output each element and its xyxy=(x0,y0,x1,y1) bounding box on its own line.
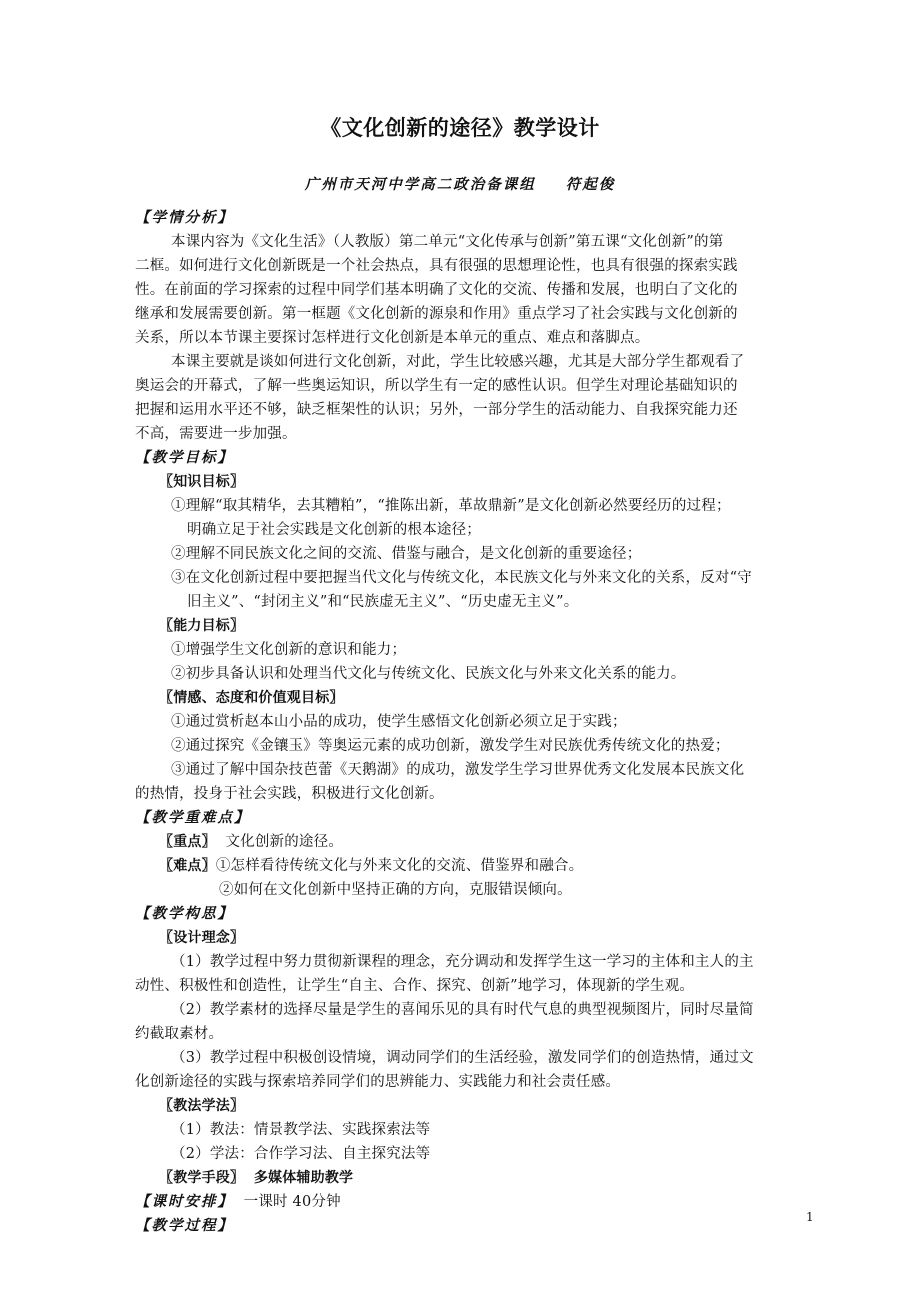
paragraph-line: 动性、积极性和创造性，让学生“自主、合作、探究、创新”地学习，体现新的学生观。 xyxy=(135,978,695,994)
paragraph-line: （1）教学过程中努力贯彻新课程的理念，充分调动和发挥学生这一学习的主体和主人的主 xyxy=(171,954,754,970)
list-item: ①通过赏析赵本山小品的成功，使学生感悟文化创新必须立足于实践； xyxy=(171,714,627,730)
page-number: 1 xyxy=(806,1210,814,1224)
schedule-line xyxy=(135,1192,341,1212)
hard-item: ①怎样看待传统文化与外来文化的交流、借鉴界和融合。 xyxy=(215,858,584,874)
section-heading-analysis: 【学情分析】 xyxy=(135,209,234,226)
tools-line xyxy=(159,1168,353,1188)
key-label: 〖重点〗 xyxy=(159,834,216,850)
paragraph-line: 二框。如何进行文化创新既是一个社会热点，具有很强的思想理论性，也具有很强的探索实践 xyxy=(135,258,738,274)
list-item: 明确立足于社会实践是文化创新的根本途径； xyxy=(187,522,481,538)
hard-item: ②如何在文化创新中坚持正确的方向，克服错误倾向。 xyxy=(219,882,572,898)
list-item: ①增强学生文化创新的意识和能力； xyxy=(171,642,407,658)
section-heading-keypoints: 【教学重难点】 xyxy=(135,809,251,826)
hard-point-line xyxy=(159,856,583,876)
section-heading-process: 【教学过程】 xyxy=(135,1217,234,1234)
paragraph-line: （2）教学素材的选择尽量是学生的喜闻乐见的具有时代气息的典型视频图片，同时尽量简 xyxy=(171,1002,754,1018)
paragraph-line: 奥运会的开幕式，了解一些奥运知识，所以学生有一定的感性认识。但学生对理论基础知识的 xyxy=(135,378,738,394)
paragraph-line: 把握和运用水平还不够，缺乏框架性的认识；另外，一部分学生的活动能力、自我探究能力还 xyxy=(135,402,738,418)
author-name: 符起俊 xyxy=(565,176,616,193)
hard-label: 〖难点〗 xyxy=(159,858,216,874)
list-item: ③在文化创新过程中要把握当代文化与传统文化，本民族文化与外来文化的关系，反对“守 xyxy=(171,570,752,586)
key-text: 文化创新的途径。 xyxy=(225,834,344,850)
section-heading-concept: 【教学构思】 xyxy=(135,905,234,922)
author-org: 广州市天河中学高二政治备课组 xyxy=(304,176,536,193)
subheading-knowledge: 〖知识目标〗 xyxy=(159,474,245,490)
subheading-design: 〖设计理念〗 xyxy=(159,930,245,946)
author-line xyxy=(0,173,920,194)
list-item: 的热情，投身于社会实践，积极进行文化创新。 xyxy=(135,786,444,802)
list-item: （2）学法：合作学习法、自主探究法等 xyxy=(171,1146,431,1162)
paragraph-line: 不高，需要进一步加强。 xyxy=(135,426,297,442)
document-title: 《文化创新的途径》教学设计 xyxy=(320,116,600,140)
section-heading-schedule: 【课时安排】 xyxy=(135,1193,234,1210)
schedule-text: 一课时 40分钟 xyxy=(243,1194,341,1210)
subheading-method: 〖教法学法〗 xyxy=(159,1098,245,1114)
list-item: ③通过了解中国杂技芭蕾《天鹅湖》的成功，激发学生学习世界优秀文化发展本民族文化 xyxy=(171,762,745,778)
paragraph-line: 继承和发展需要创新。第一框题《文化创新的源泉和作用》重点学习了社会实践与文化创新的 xyxy=(135,306,738,322)
paragraph-line: 本课主要就是谈如何进行文化创新，对此，学生比较感兴趣，尤其是大部分学生都观看了 xyxy=(171,354,745,370)
paragraph-line: 化创新途径的实践与探索培养同学们的思辨能力、实践能力和社会责任感。 xyxy=(135,1074,621,1090)
list-item: （1）教法：情景教学法、实践探索法等 xyxy=(171,1122,431,1138)
key-point-line xyxy=(159,832,343,852)
list-item: ②初步具备认识和处理当代文化与传统文化、民族文化与外来文化关系的能力。 xyxy=(171,666,686,682)
section-heading-goals: 【教学目标】 xyxy=(135,449,234,466)
subheading-ability: 〖能力目标〗 xyxy=(159,618,245,634)
tools-label: 〖教学手段〗 xyxy=(159,1170,245,1186)
paragraph-line: 约截取素材。 xyxy=(135,1026,224,1042)
paragraph-line: 关系，所以本节课主要探讨怎样进行文化创新是本单元的重点、难点和落脚点。 xyxy=(135,330,650,346)
list-item: ②理解不同民族文化之间的交流、借鉴与融合，是文化创新的重要途径； xyxy=(171,546,642,562)
paragraph-line: （3）教学过程中积极创设情境，调动同学们的生活经验，激发同学们的创造热情，通过文 xyxy=(171,1050,754,1066)
list-item: 旧主义”、“封闭主义”和“民族虚无主义”、“历史虚无主义”。 xyxy=(187,594,579,610)
subheading-emotion: 〖情感、态度和价值观目标〗 xyxy=(159,690,344,706)
paragraph-line: 本课内容为《文化生活》（人教版）第二单元“文化传承与创新”第五课“文化创新”的第 xyxy=(171,234,724,250)
list-item: ②通过探究《金镶玉》等奥运元素的成功创新，激发学生对民族优秀传统文化的热爱； xyxy=(171,738,730,754)
list-item: ①理解“取其精华，去其糟粕”，“推陈出新，革故鼎新”是文化创新必然要经历的过程； xyxy=(171,498,731,514)
tools-text: 多媒体辅助教学 xyxy=(253,1170,354,1186)
paragraph-line: 性。在前面的学习探索的过程中同学们基本明确了文化的交流、传播和发展，也明白了文化的 xyxy=(135,282,738,298)
